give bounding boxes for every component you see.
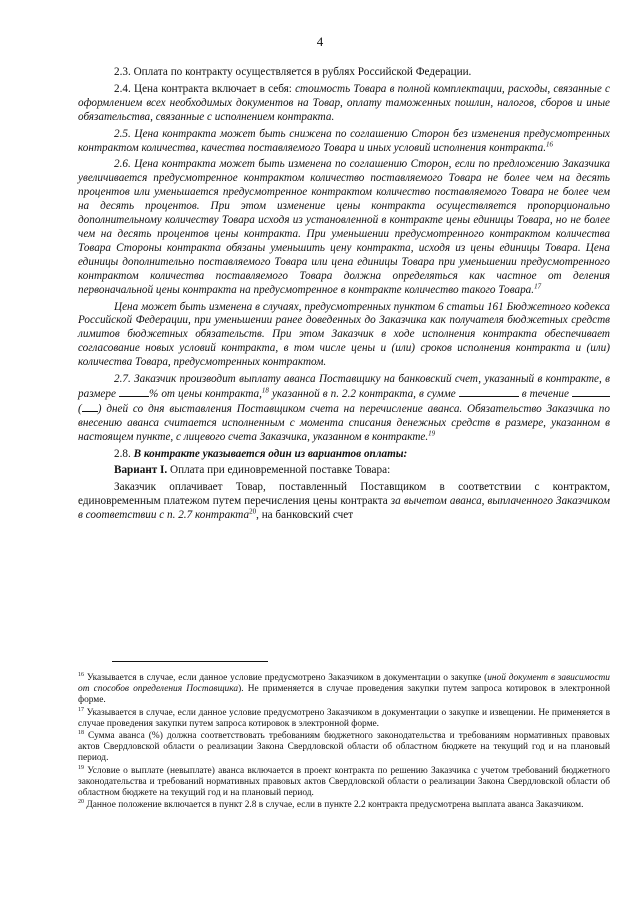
footnote-text: Условие о выплате (невыплате) аванса включается в проект контракта по решению Заказчика с учетом требований бюджетного законодательства и требований нормативных правовых актов Свердловской области о реализации Закона Свердловской области об областном бюджете на текущий год и на плановый период. bbox=[78, 765, 610, 799]
clause-2-7-part3: указанной в п. 2.2 контракта, в сумме bbox=[268, 387, 459, 400]
footnote-number: 20 bbox=[78, 799, 84, 806]
clause-2-7-part1: 2.7. Заказчик производит выплату аванса Поставщику на банковский счет, указанный в контракте, в размере bbox=[78, 373, 610, 400]
price-change-paragraph: Цена может быть изменена в случаях, предусмотренных пунктом 6 статьи 161 Бюджетного кодекса Российской Федерации, при уменьшении ранее доведенных до Заказчика как получателя бюджетных средств лимитов бюджетных обязательств. При этом Заказчик в ходе исполнения контракта обеспечивает согласование новых условий контракта, в том числе цены и (или) сроков исполнения контракта и (или) количества Товара, предусмотренных контрактом. bbox=[78, 300, 610, 369]
footnote-text: Сумма аванса (%) должна соответствовать требованиям бюджетного законодательства и требованиям нормативных правовых актов Свердловской области о реализации Закона Свердловской области об областном бюджете на текущий год и на плановый период. bbox=[78, 731, 610, 764]
footnote-number: 19 bbox=[78, 764, 84, 771]
variant-1-body bbox=[78, 481, 610, 523]
footnote-number: 17 bbox=[78, 706, 84, 713]
variant-1-heading bbox=[78, 464, 610, 478]
footnotes bbox=[78, 673, 610, 812]
clause-2-4-body: стоимость Товара в полной комплектации, расходы, связанные с оформлением всех необходимых документов на Товар, оплату таможенных пошлин, налогов, сборов и иные обязательства, связанные с исполнением контракта. bbox=[78, 82, 610, 123]
days-number-blank bbox=[572, 387, 610, 397]
advance-sum-blank bbox=[459, 387, 519, 397]
clause-2-6 bbox=[78, 158, 610, 297]
advance-percent-blank bbox=[119, 387, 149, 397]
footnote-20 bbox=[78, 800, 610, 811]
clause-2-3: 2.3. Оплата по контракту осуществляется в рублях Российской Федерации. bbox=[114, 66, 472, 78]
clause-2-4 bbox=[78, 83, 610, 125]
clause-2-5 bbox=[78, 128, 610, 156]
footnote-text: Указывается в случае, если данное условие предусмотрено Заказчиком в документации о закупке ( bbox=[84, 673, 488, 683]
footnote-text-italic: иной документ в зависимости от способов определения Поставщика bbox=[78, 673, 610, 695]
document-body bbox=[78, 66, 610, 526]
footnote-ref-17: 17 bbox=[534, 281, 542, 290]
footnote-number: 16 bbox=[78, 671, 84, 678]
footnote-number: 18 bbox=[78, 729, 84, 736]
clause-2-8-number: 2.8. bbox=[114, 447, 134, 460]
clause-2-7-part2: % от цены контракта, bbox=[148, 387, 262, 400]
variant-1-label: Вариант I. bbox=[114, 464, 168, 477]
days-words-blank bbox=[82, 402, 98, 412]
page-number: 4 bbox=[316, 34, 324, 49]
footnote-ref-20: 20 bbox=[249, 507, 257, 516]
variant-1-text: Оплата при единовременной поставке Товара: bbox=[167, 464, 391, 477]
clause-2-7-part6: ) дней со дня выставления Поставщиком счета на перечисление аванса. Обязательство Заказчика по внесению аванса считается исполненным с момента списания денежных средств в размере, указанном в настоящем пункте, с лицевого счета Заказчика, указанном в контракте. bbox=[78, 402, 610, 443]
footnote-17 bbox=[78, 708, 610, 730]
variant-1-body-part2: за вычетом аванса, выплаченного Заказчиком в соответствии с п. 2.7 контракта bbox=[78, 495, 610, 522]
footnote-16 bbox=[78, 673, 610, 707]
variant-1-body-part3: , на банковский счет bbox=[256, 509, 354, 522]
clause-2-7-part5: ( bbox=[78, 402, 82, 415]
footnote-text: Указывается в случае, если данное условие предусмотрено Заказчиком в документации о закупке и извещении. Не применяется в случае проведения закупки путем запроса котировок в электронной форме. bbox=[78, 707, 610, 729]
clause-2-4-lead: 2.4. Цена контракта включает в себя: bbox=[114, 82, 296, 95]
footnote-text: ). Не применяется в случае проведения закупки путем запроса котировок в электронной форме. bbox=[78, 684, 610, 706]
clause-2-8 bbox=[78, 448, 610, 462]
clause-2-8-title: В контракте указывается один из вариантов оплаты: bbox=[133, 447, 408, 460]
footnote-ref-16: 16 bbox=[546, 139, 554, 148]
clause-2-5-text: 2.5. Цена контракта может быть снижена по соглашению Сторон без изменения предусмотренных контрактом количества, качества поставляемого Товара и иных условий исполнения контракта. bbox=[78, 127, 610, 154]
clause-2-6-text: 2.6. Цена контракта может быть изменена по соглашению Сторон, если по предложению Заказчика увеличивается предусмотренное контрактом количество поставляемого Товара не более чем на десять процентов или уменьшается предусмотренное контрактом количество поставляемого Товара не более чем на десять процентов. При этом изменение цены контракта осуществляется пропорционально дополнительному количеству Товара исходя из установленной в контракте цены единицы Товара, но не более чем на десять процентов цены контракта. При уменьшении предусмотренного контрактом количества Товара Стороны контракта обязаны уменьшить цену контракта, исходя из цены единицы Товара. Цена единицы дополнительно поставляемого Товара или цена единицы Товара при уменьшении предусмотренного контрактом количества поставляемого Товара должна определяться как частное от деления первоначальной цены контракта на предусмотренное в контракте количество такого Товара. bbox=[78, 158, 610, 296]
footnote-separator bbox=[112, 661, 268, 662]
footnote-ref-19: 19 bbox=[428, 428, 436, 437]
variant-1-body-part1: Заказчик оплачивает Товар, поставленный Поставщиком в соответствии с контрактом, единовременным платежом путем перечисления цены контракта bbox=[78, 481, 610, 508]
footnote-ref-18: 18 bbox=[261, 386, 269, 395]
clause-2-7-part4: в течение bbox=[518, 387, 572, 400]
footnote-19 bbox=[78, 766, 610, 800]
footnote-text: Данное положение включается в пункт 2.8 в случае, если в пункте 2.2 контракта предусмотрена выплата аванса Заказчиком. bbox=[84, 800, 584, 811]
clause-2-7 bbox=[78, 373, 610, 445]
footnote-18 bbox=[78, 731, 610, 765]
